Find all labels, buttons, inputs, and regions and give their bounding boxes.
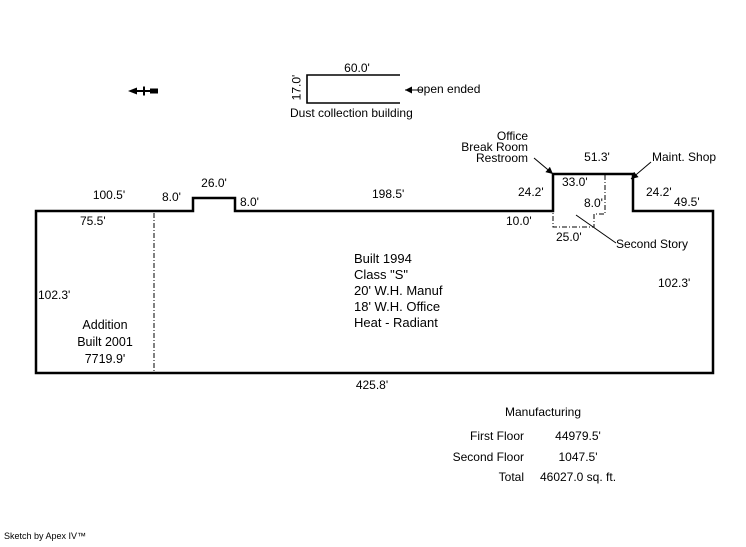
dim-top-right: 49.5' — [674, 195, 700, 209]
dim-side-left: 102.3' — [38, 288, 71, 302]
addition-label — [58, 317, 152, 368]
dim-top-left: 100.5' — [92, 188, 126, 202]
dim-office-width: 33.0' — [562, 175, 588, 189]
maint-shop-arrow-icon — [631, 162, 651, 179]
addition-line3: 7719.9' — [84, 352, 126, 366]
office-callout-line2: Break Room — [461, 140, 528, 154]
office-callout — [430, 131, 528, 164]
office-callout-line3: Restroom — [475, 151, 528, 165]
dim-bump-right: 8.0' — [240, 195, 259, 209]
office-callout-line1: Office — [496, 129, 528, 143]
dim-story-width: 25.0' — [556, 230, 582, 244]
summary-row-label: Total — [498, 470, 524, 484]
dust-width-dim: 60.0' — [344, 61, 370, 75]
dim-office-wall-left: 24.2' — [518, 185, 544, 199]
maint-shop-label: Maint. Shop — [652, 150, 717, 164]
dim-bump-top: 26.0' — [201, 176, 227, 190]
summary-row-label: Second Floor — [452, 450, 524, 464]
compass-icon — [128, 87, 158, 96]
dim-side-right: 102.3' — [658, 276, 691, 290]
dust-building-outline — [307, 75, 400, 103]
summary-row-value: 44979.5' — [555, 429, 601, 443]
dim-bump-left: 8.0' — [162, 190, 181, 204]
note-wh-manuf: 20' W.H. Manuf — [354, 283, 443, 298]
dim-top-left-inner: 75.5' — [80, 214, 106, 228]
second-story-leader-line — [576, 215, 616, 243]
summary-row-value: 46027.0 sq. ft. — [539, 470, 617, 484]
open-ended-label: open ended — [417, 82, 481, 96]
note-heat: Heat - Radiant — [354, 315, 438, 330]
office-callout-arrow-icon — [534, 158, 553, 174]
addition-line2: Built 2001 — [77, 335, 133, 349]
dim-top-mid: 198.5' — [372, 187, 405, 201]
dim-story-depth: 10.0' — [506, 214, 532, 228]
dim-office-wall-right: 24.2' — [646, 185, 672, 199]
dim-story-jog: 8.0' — [584, 196, 603, 210]
note-wh-office: 18' W.H. Office — [354, 299, 441, 314]
dim-office-top: 51.3' — [584, 150, 610, 164]
note-built: Built 1994 — [354, 251, 412, 266]
dust-building-caption: Dust collection building — [290, 106, 413, 120]
second-story-label: Second Story — [616, 237, 689, 251]
summary-row-value: 1047.5' — [558, 450, 598, 464]
summary-title: Manufacturing — [504, 405, 582, 419]
summary-row-label: First Floor — [470, 429, 524, 443]
sketch-credit: Sketch by Apex IV™ — [4, 531, 87, 541]
note-class: Class "S" — [354, 267, 409, 282]
dust-height-dim: 17.0' — [289, 74, 304, 101]
addition-line1: Addition — [82, 318, 128, 332]
dim-bottom: 425.8' — [355, 378, 389, 392]
building-notes — [354, 251, 442, 331]
